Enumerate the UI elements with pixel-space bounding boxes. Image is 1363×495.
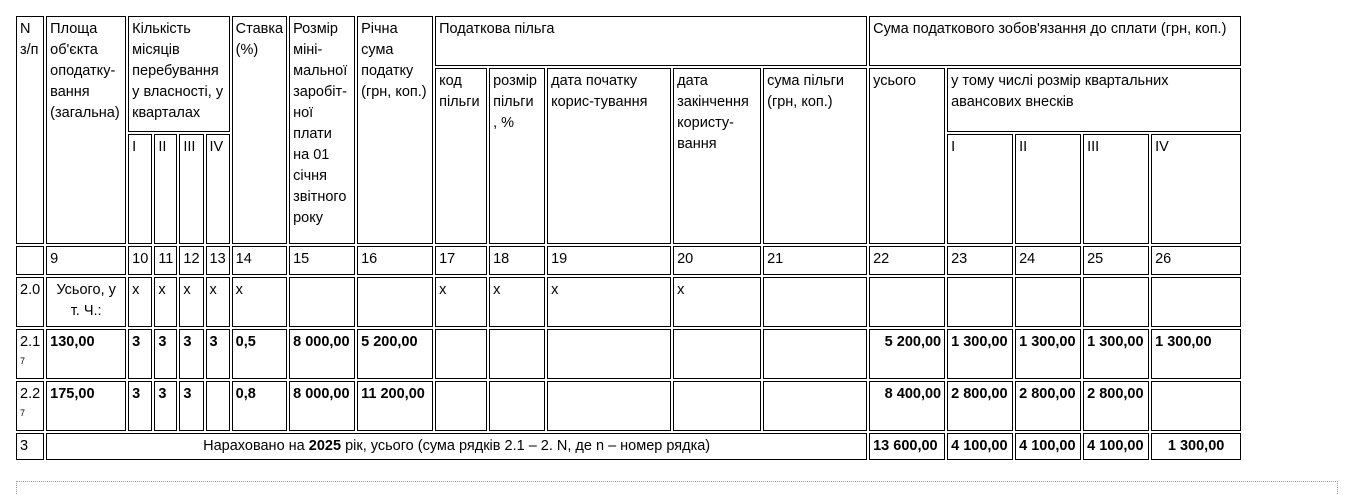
cell-q4: 1 300,00 — [1151, 433, 1241, 460]
col-number: 11 — [154, 246, 177, 275]
cell-q4 — [1151, 277, 1241, 327]
cell-month-q2: х — [154, 277, 177, 327]
header-n: N з/п — [16, 16, 44, 244]
cell-min-wage — [289, 277, 355, 327]
cell-month-q4 — [206, 381, 230, 431]
tax-table-container — [14, 14, 1243, 462]
total-label-suffix: рік, усього (сума рядків 2.1 – 2. N, де n – номер рядка) — [345, 438, 711, 454]
cell-benefit-code — [435, 381, 487, 431]
cell-month-q1: 3 — [128, 381, 152, 431]
cell-month-q3: 3 — [179, 381, 203, 431]
row-number-sub: 7 — [20, 356, 26, 366]
cell-n: 3 — [16, 433, 44, 460]
cell-n — [16, 329, 44, 379]
cell-q3: 2 800,00 — [1083, 381, 1149, 431]
cell-q2: 4 100,00 — [1015, 433, 1081, 460]
cell-q2: 1 300,00 — [1015, 329, 1081, 379]
cell-benefit-size — [489, 381, 545, 431]
total-label-prefix: Нараховано на — [203, 438, 305, 454]
cell-benefit-start — [547, 381, 671, 431]
header-adv-q4: IV — [1151, 134, 1241, 244]
cell-q1: 2 800,00 — [947, 381, 1013, 431]
table-row — [16, 277, 1241, 327]
cell-month-q4: 3 — [206, 329, 230, 379]
header-months: Кількість місяців перебування у власності, у кварталах — [128, 16, 229, 132]
cell-n: 2.0 — [16, 277, 44, 327]
col-number: 25 — [1083, 246, 1149, 275]
row-number: 2.1 — [20, 334, 41, 350]
cell-q3: 4 100,00 — [1083, 433, 1149, 460]
cell-q4: 1 300,00 — [1151, 329, 1241, 379]
header-liability: Сума податкового зобов'язання до сплати (грн, коп.) — [869, 16, 1241, 66]
header-adv-q2: II — [1015, 134, 1081, 244]
cell-month-q3: 3 — [179, 329, 203, 379]
header-month-q1: I — [128, 134, 152, 244]
col-number: 9 — [46, 246, 126, 275]
cell-q3 — [1083, 277, 1149, 327]
cell-q1: 4 100,00 — [947, 433, 1013, 460]
header-benefit-start: дата початку корис-тування — [547, 68, 671, 244]
col-number: 18 — [489, 246, 545, 275]
header-month-q3: III — [179, 134, 203, 244]
header-area: Площа об'єкта оподатку-вання (загальна) — [46, 16, 126, 244]
cell-rate: х — [232, 277, 287, 327]
col-number: 13 — [206, 246, 230, 275]
cell-month-q2: 3 — [154, 329, 177, 379]
cell-benefit-code — [435, 329, 487, 379]
cell-month-q2: 3 — [154, 381, 177, 431]
cell-min-wage: 8 000,00 — [289, 329, 355, 379]
cell-q2 — [1015, 277, 1081, 327]
cell-min-wage: 8 000,00 — [289, 381, 355, 431]
header-total: усього — [869, 68, 945, 244]
cell-total — [869, 277, 945, 327]
col-number: 24 — [1015, 246, 1081, 275]
tax-liability-table — [14, 14, 1243, 462]
header-benefit-end: дата закінчення користу-вання — [673, 68, 761, 244]
cell-month-q1: 3 — [128, 329, 152, 379]
cell-benefit-start: х — [547, 277, 671, 327]
cell-month-q4: х — [206, 277, 230, 327]
cell-n — [16, 381, 44, 431]
col-number: 20 — [673, 246, 761, 275]
col-number: 19 — [547, 246, 671, 275]
col-number: 22 — [869, 246, 945, 275]
header-month-q2: II — [154, 134, 177, 244]
col-number: 12 — [179, 246, 203, 275]
cell-q1: 1 300,00 — [947, 329, 1013, 379]
cell-annual-tax: 5 200,00 — [357, 329, 433, 379]
col-number: 26 — [1151, 246, 1241, 275]
cell-q2: 2 800,00 — [1015, 381, 1081, 431]
col-number-n — [16, 246, 44, 275]
header-adv-q3: III — [1083, 134, 1149, 244]
col-number: 17 — [435, 246, 487, 275]
cell-annual-tax — [357, 277, 433, 327]
header-benefit: Податкова пільга — [435, 16, 867, 66]
cell-total: 8 400,00 — [869, 381, 945, 431]
total-label-year: 2025 — [308, 438, 342, 454]
header-month-q4: IV — [206, 134, 230, 244]
header-incl-quarterly: у тому числі розмір квартальних авансових внесків — [947, 68, 1241, 132]
cell-area: 175,00 — [46, 381, 126, 431]
cell-q4 — [1151, 381, 1241, 431]
cell-benefit-sum — [763, 381, 867, 431]
cell-area: Усього, у т. Ч.: — [46, 277, 126, 327]
cell-q1 — [947, 277, 1013, 327]
table-row — [16, 329, 1241, 379]
col-number: 21 — [763, 246, 867, 275]
cell-benefit-size: х — [489, 277, 545, 327]
cell-total: 13 600,00 — [869, 433, 945, 460]
header-adv-q1: I — [947, 134, 1013, 244]
cell-benefit-sum — [763, 329, 867, 379]
cell-total: 5 200,00 — [869, 329, 945, 379]
cell-area: 130,00 — [46, 329, 126, 379]
header-annual-tax: Річна сума податку (грн, коп.) — [357, 16, 433, 244]
header-benefit-code: код пільги — [435, 68, 487, 244]
cell-benefit-end — [673, 329, 761, 379]
col-number: 10 — [128, 246, 152, 275]
col-number: 15 — [289, 246, 355, 275]
table-row — [16, 381, 1241, 431]
cell-benefit-size — [489, 329, 545, 379]
cell-benefit-start — [547, 329, 671, 379]
page-edge-divider — [16, 481, 1338, 494]
row-number-sub: 7 — [20, 408, 26, 418]
cell-rate: 0,8 — [232, 381, 287, 431]
row-number: 2.2 — [20, 386, 41, 402]
cell-benefit-end — [673, 381, 761, 431]
total-row — [16, 433, 1241, 460]
column-number-row — [16, 246, 1241, 275]
col-number: 14 — [232, 246, 287, 275]
header-min-wage: Розмір міні-мальної заробіт-ної плати на 01 січня звітного року — [289, 16, 355, 244]
cell-month-q3: х — [179, 277, 203, 327]
header-rate: Ставка (%) — [232, 16, 287, 244]
header-benefit-sum: сума пільги (грн, коп.) — [763, 68, 867, 244]
header-benefit-size: розмір пільги , % — [489, 68, 545, 244]
col-number: 23 — [947, 246, 1013, 275]
cell-annual-tax: 11 200,00 — [357, 381, 433, 431]
cell-benefit-end: х — [673, 277, 761, 327]
cell-benefit-sum — [763, 277, 867, 327]
cell-q3: 1 300,00 — [1083, 329, 1149, 379]
cell-rate: 0,5 — [232, 329, 287, 379]
col-number: 16 — [357, 246, 433, 275]
cell-month-q1: х — [128, 277, 152, 327]
total-label — [46, 433, 867, 460]
cell-benefit-code: х — [435, 277, 487, 327]
